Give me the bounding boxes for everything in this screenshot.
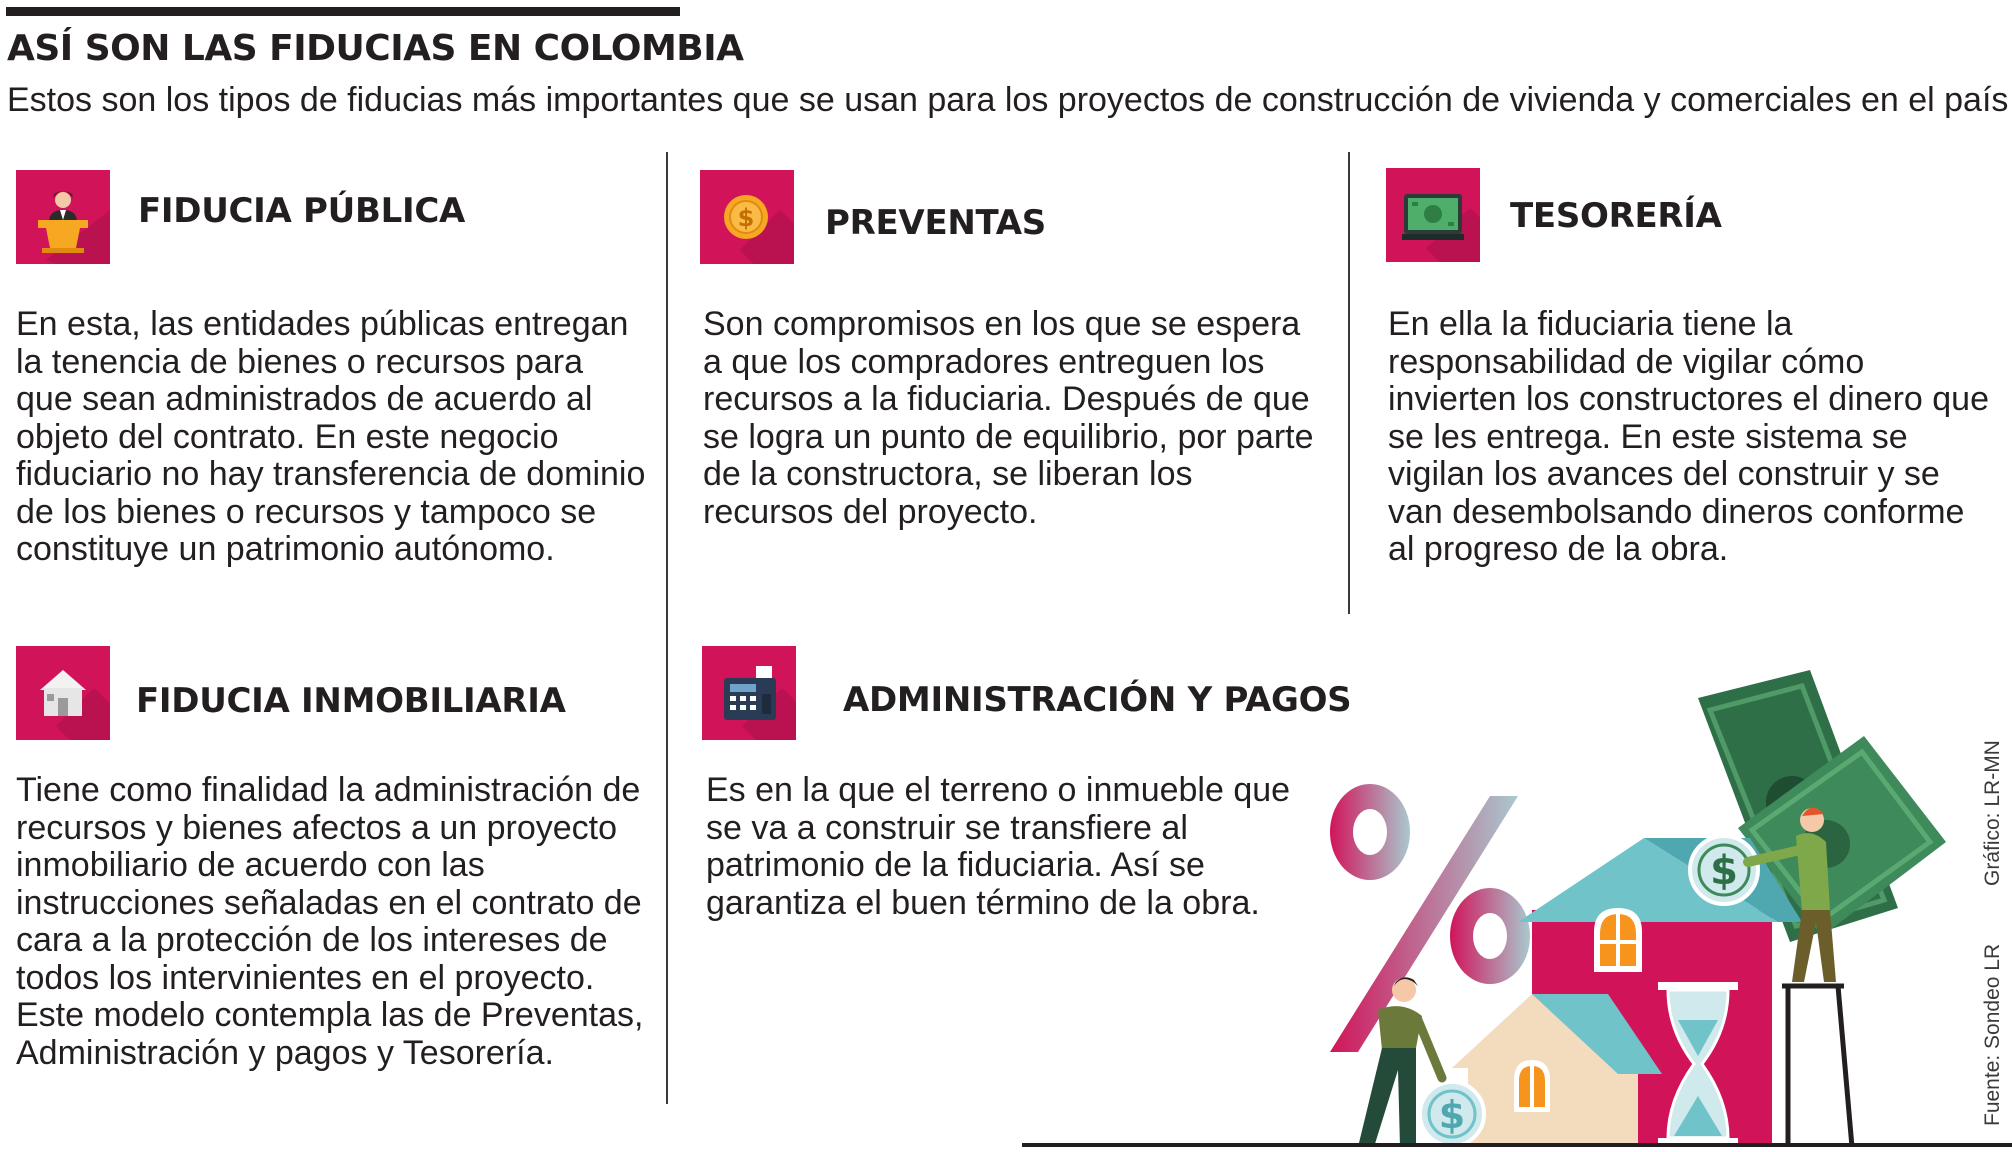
card-title: FIDUCIA PÚBLICA [138, 191, 465, 231]
column-divider-1 [666, 152, 668, 1104]
svg-text:$: $ [737, 204, 755, 232]
calculator-icon [702, 646, 796, 740]
dollar-coin-bottom-icon [1420, 1082, 1484, 1146]
bottom-rule [1022, 1143, 2012, 1147]
svg-text:$: $ [1710, 848, 1738, 894]
speaker-podium-icon [16, 170, 110, 264]
credit-graphic: Gráfico: LR-MN [1981, 740, 2004, 886]
page-title: ASÍ SON LAS FIDUCIAS EN COLOMBIA [7, 28, 744, 69]
real-estate-illustration [1318, 660, 1958, 1152]
percent-icon [1330, 784, 1530, 1052]
credit-source: Fuente: Sondeo LR [1981, 943, 2004, 1126]
banknote-stack-icon [1386, 168, 1480, 262]
dollar-coin-icon [700, 170, 794, 264]
dollar-coin-top-icon [1690, 836, 1758, 904]
card-body: Es en la que el terreno o inmueble que se va a construir se transfiere al patrimonio de la fiduciaria. Así se garantiza el buen término de la obra. [706, 771, 1291, 922]
house-icon [16, 646, 110, 740]
card-body: En ella la fiduciaria tiene la responsabilidad de vigilar cómo invierten los constructores el dinero que se les entrega. En este sistema se vigilan los avances del construir y se van desembolsando dineros conforme al progreso de la obra. [1388, 305, 1989, 568]
svg-text:$: $ [1438, 1093, 1466, 1137]
page-subtitle: Estos son los tipos de fiducias más importantes que se usan para los proyectos de construcción de vivienda y comerciales en el país [7, 81, 2009, 119]
card-body: Tiene como finalidad la administración de recursos y bienes afectos a un proyecto inmobiliario de acuerdo con las instrucciones señaladas en el contrato de cara a la protección de los intereses de todos los intervinientes en el proyecto. Este modelo contempla las de Preventas, Administración y pagos y Tesorería. [16, 771, 644, 1072]
card-title: TESORERÍA [1510, 196, 1722, 236]
ladder-icon [1782, 986, 1852, 1147]
card-title: PREVENTAS [825, 203, 1046, 243]
top-rule [6, 7, 680, 16]
card-title: FIDUCIA INMOBILIARIA [136, 681, 566, 721]
column-divider-2 [1348, 152, 1350, 614]
card-title: ADMINISTRACIÓN Y PAGOS [843, 680, 1352, 720]
card-body: Son compromisos en los que se espera a que los compradores entreguen los recursos a la fiduciaria. Después de que se logra un punto de equilibrio, por parte de la constructora, se liberan los recursos del proyecto. [703, 305, 1314, 531]
card-body: En esta, las entidades públicas entregan la tenencia de bienes o recursos para que sean administrados de acuerdo al objeto del contrato. En este negocio fiduciario no hay transferencia de dominio de los bienes o recursos y tampoco se constituye un patrimonio autónomo. [16, 305, 646, 568]
